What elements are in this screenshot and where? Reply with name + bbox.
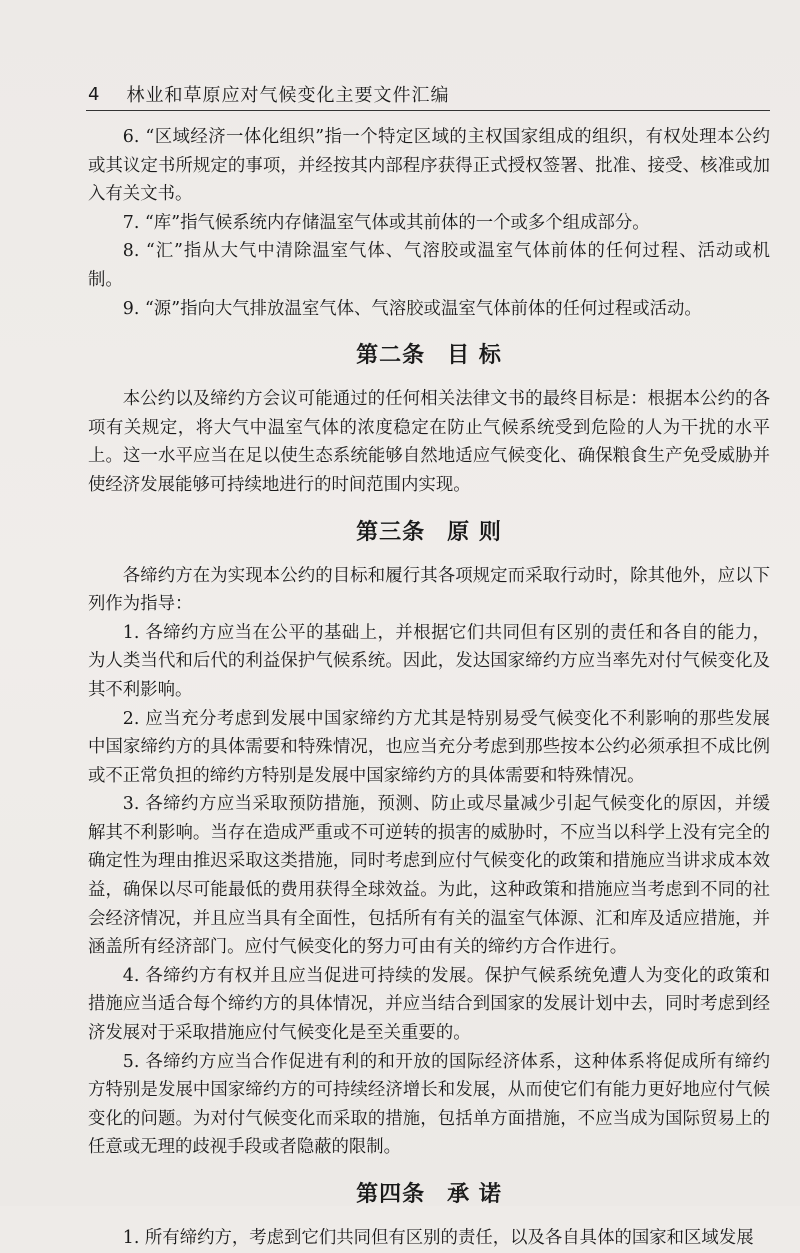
paragraph: 3. 各缔约方应当采取预防措施，预测、防止或尽量减少引起气候变化的原因，并缓解其不利影响。当存在造成严重或不可逆转的损害的威胁时，不应当以科学上没有完全的确定性为理由推迟采取这类措施，同时考虑到应付气候变化的政策和措施应当讲求成本效益，确保以尽可能最低的费用获得全球效益。为此，这种政策和措施应当考虑到不同的社会经济情况，并且应当具有全面性，包括所有有关的温室气体源、汇和库及适应措施，并涵盖所有经济部门。应付气候变化的努力可由有关的缔约方合作进行。: [88, 794, 770, 958]
page-body: [88, 123, 770, 1253]
paragraph: 6. “区域经济一体化组织”指一个特定区域的主权国家组成的组织，有权处理本公约或其议定书所规定的事项，并经按其内部程序获得正式授权签署、批准、接受、核准或加入有关文书。: [88, 127, 770, 205]
paragraph: 7. “库”指气候系统内存储温室气体或其前体的一个或多个组成部分。: [122, 212, 650, 233]
article-number: 第四条: [356, 1181, 426, 1207]
article-title: 原 则: [447, 518, 502, 545]
article-title: 目 标: [447, 342, 502, 369]
paragraph: 1. 所有缔约方，考虑到它们共同但有区别的责任，以及各自具体的国家和区域发展: [122, 1228, 754, 1248]
article-heading: [88, 512, 770, 552]
paragraph: 5. 各缔约方应当合作促进有利的和开放的国际经济体系，这种体系将促成所有缔约方特别是发展中国家缔约方的可持续经济增长和发展，从而使它们有能力更好地应付气候变化的问题。为对付气候变化而采取的措施，包括单方面措施，不应当成为国际贸易上的任意或无理的歧视手段或者隐蔽的限制。: [88, 1051, 770, 1158]
paragraph: 1. 各缔约方应当在公平的基础上，并根据它们共同但有区别的责任和各自的能力，为人类当代和后代的利益保护气候系统。因此，发达国家缔约方应当率先对付气候变化及其不利影响。: [88, 622, 770, 700]
running-header: [88, 82, 449, 106]
paragraph: 2. 应当充分考虑到发展中国家缔约方尤其是特别易受气候变化不利影响的那些发展中国家缔约方的具体需要和特殊情况，也应当充分考虑到那些按本公约必须承担不成比例或不正常负担的缔约方特别是发展中国家缔约方的具体需要和特殊情况。: [88, 708, 770, 786]
paragraph: 本公约以及缔约方会议可能通过的任何相关法律文书的最终目标是：根据本公约的各项有关规定，将大气中温室气体的浓度稳定在防止气候系统受到危险的人为干扰的水平上。这一水平应当在足以使生态系统能够自然地适应气候变化、确保粮食生产免受威胁并使经济发展能够可持续地进行的时间范围内实现。: [88, 389, 770, 495]
header-rule: [86, 110, 770, 111]
article-number: 第二条: [356, 342, 426, 369]
article-heading: [88, 335, 770, 375]
paragraph: 8. “汇”指从大气中清除温室气体、气溶胶或温室气体前体的任何过程、活动或机制。: [88, 241, 770, 290]
running-title: 林业和草原应对气候变化主要文件汇编: [126, 85, 450, 106]
article-title: 承 诺: [447, 1181, 502, 1207]
paragraph: 4. 各缔约方有权并且应当促进可持续的发展。保护气候系统免遭人为变化的政策和措施应当适合每个缔约方的具体情况，并应当结合到国家的发展计划中去，同时考虑到经济发展对于采取措施应付气候变化是至关重要的。: [88, 965, 770, 1044]
article-heading: [88, 1174, 770, 1214]
paragraph: 各缔约方在为实现本公约的目标和履行其各项规定而采取行动时，除其他外，应以下列作为指导：: [88, 565, 770, 615]
article-number: 第三条: [356, 518, 426, 545]
page-number: 4: [88, 83, 101, 105]
paragraph: 9. “源”指向大气排放温室气体、气溶胶或温室气体前体的任何过程或活动。: [122, 298, 702, 319]
